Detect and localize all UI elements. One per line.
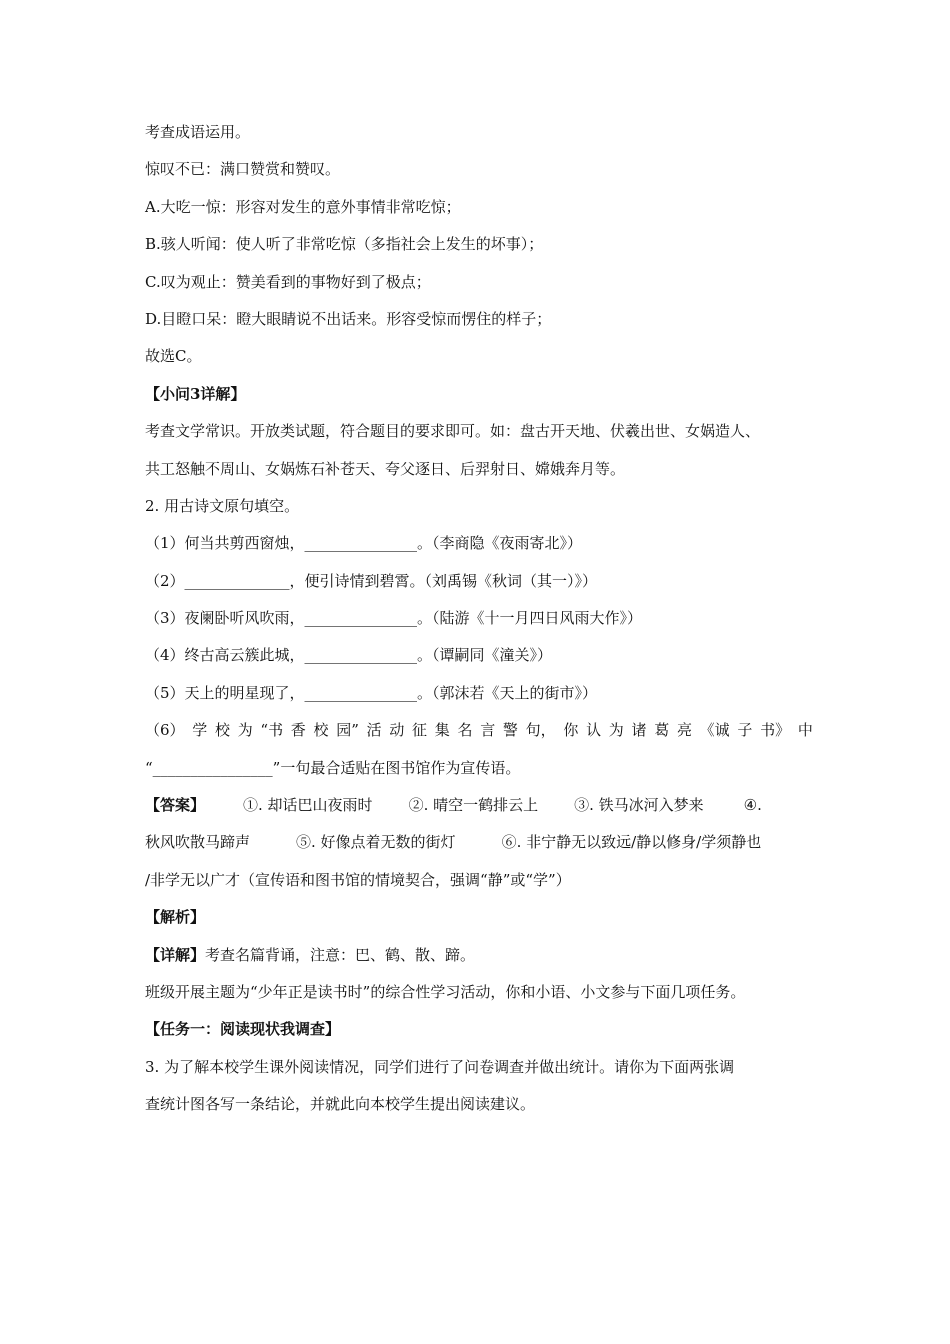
text-line: 查统计图各写一条结论，并就此向本校学生提出阅读建议。 (145, 1095, 536, 1114)
document-body (145, 114, 817, 1124)
justified-word: 警 (502, 721, 518, 740)
justified-word: 学 (192, 721, 208, 740)
detail-label: 【详解】 (145, 945, 206, 964)
justified-word: 征 (412, 721, 428, 740)
answer-item: ①. 却话巴山夜雨时 (243, 796, 373, 815)
fill-blank-item: （3）夜阑卧听风吹雨，_______________。（陆游《十一月四日风雨大作》） (145, 609, 643, 628)
justified-word: “书 (260, 721, 284, 740)
option-d: D.目瞪口呆：瞪大眼睛说不出话来。形容受惊而愣住的样子； (145, 309, 552, 328)
justified-word: 动 (389, 721, 405, 740)
fill-blank-item-6-cont: “________________”一句最合适贴在图书馆作为宣传语。 (145, 758, 521, 777)
answer-row: /非学无以广才（宣传语和图书馆的情境契合，强调“静”或“学”） (145, 870, 571, 889)
task-heading: 【任务一：阅读现状我调查】 (145, 1020, 341, 1039)
answer-item: ③. 铁马冰河入梦来 (574, 796, 704, 815)
justified-word: 名 (457, 721, 473, 740)
question-title: 2. 用古诗文原句填空。 (145, 496, 300, 515)
section-heading: 【小问3详解】 (145, 384, 246, 403)
justified-word: 《诚 (699, 721, 730, 740)
justified-word: 园” (336, 721, 359, 740)
answer-label: 【答案】 (145, 796, 206, 815)
answer-row (145, 787, 817, 824)
justified-word: 亮 (676, 721, 692, 740)
justified-word: 中 (797, 721, 813, 740)
detail-row (145, 937, 817, 974)
option-a: A.大吃一惊：形容对发生的意外事情非常吃惊； (145, 197, 461, 216)
text-line: 考查成语运用。 (145, 123, 251, 141)
fill-blank-item-6 (145, 712, 813, 749)
justified-word: 葛 (654, 721, 670, 740)
justified-word: 集 (434, 721, 450, 740)
detail-text: 考查名篇背诵，注意：巴、鹤、散、蹄。 (205, 945, 476, 964)
justified-word: 诸 (631, 721, 647, 740)
answer-item: ⑤. 好像点着无数的街灯 (296, 833, 456, 852)
justified-word: 你 (563, 721, 579, 740)
answer-item: ④. (743, 796, 762, 815)
text-line: 惊叹不已：满口赞赏和赞叹。 (145, 160, 341, 179)
section-heading: 【解析】 (145, 908, 206, 927)
justified-word: 为 (608, 721, 624, 740)
justified-word: 言 (480, 721, 496, 740)
text-line: 共工怒触不周山、女娲炼石补苍天、夸父逐日、后羿射日、嫦娥奔月等。 (145, 459, 626, 478)
answer-row (145, 824, 817, 861)
question-title: 3. 为了解本校学生课外阅读情况，同学们进行了问卷调查并做出统计。请你为下面两张调 (145, 1057, 735, 1076)
justified-word: 子 (737, 721, 753, 740)
fill-blank-item: （2）______________，便引诗情到碧霄。（刘禹锡《秋词（其一）》） (145, 571, 598, 590)
justified-word: 香 (290, 721, 306, 740)
answer-item: ⑥. 非宁静无以致远/静以修身/学须静也 (501, 833, 762, 852)
answer-choice: 故选C。 (145, 347, 202, 366)
justified-word: 校 (313, 721, 329, 740)
justified-word: 书》 (760, 721, 791, 740)
justified-word: 活 (366, 721, 382, 740)
option-b: B.骇人听闻：使人听了非常吃惊（多指社会上发生的坏事）； (145, 235, 544, 254)
fill-blank-item: （5）天上的明星现了，_______________。（郭沫若《天上的街市》） (145, 683, 598, 702)
fill-blank-item: （1）何当共剪西窗烛，_______________。（李商隐《夜雨寄北》） (145, 534, 583, 553)
justified-word: 为 (237, 721, 253, 740)
justified-word: 句， (525, 721, 556, 740)
answer-item: 秋风吹散马蹄声 (145, 833, 251, 852)
justified-word: （6） (145, 721, 185, 740)
option-c: C.叹为观止：赞美看到的事物好到了极点； (145, 272, 431, 291)
justified-word: 校 (214, 721, 230, 740)
justified-word: 认 (586, 721, 602, 740)
text-line: 考查文学常识。开放类试题，符合题目的要求即可。如：盘古开天地、伏羲出世、女娲造人、 (145, 422, 761, 441)
answer-item: ②. 晴空一鹤排云上 (408, 796, 539, 815)
fill-blank-item: （4）终古高云簇此城，_______________。（谭嗣同《潼关》） (145, 646, 553, 665)
text-line: 班级开展主题为“少年正是读书时”的综合性学习活动，你和小语、小文参与下面几项任务。 (145, 982, 746, 1001)
